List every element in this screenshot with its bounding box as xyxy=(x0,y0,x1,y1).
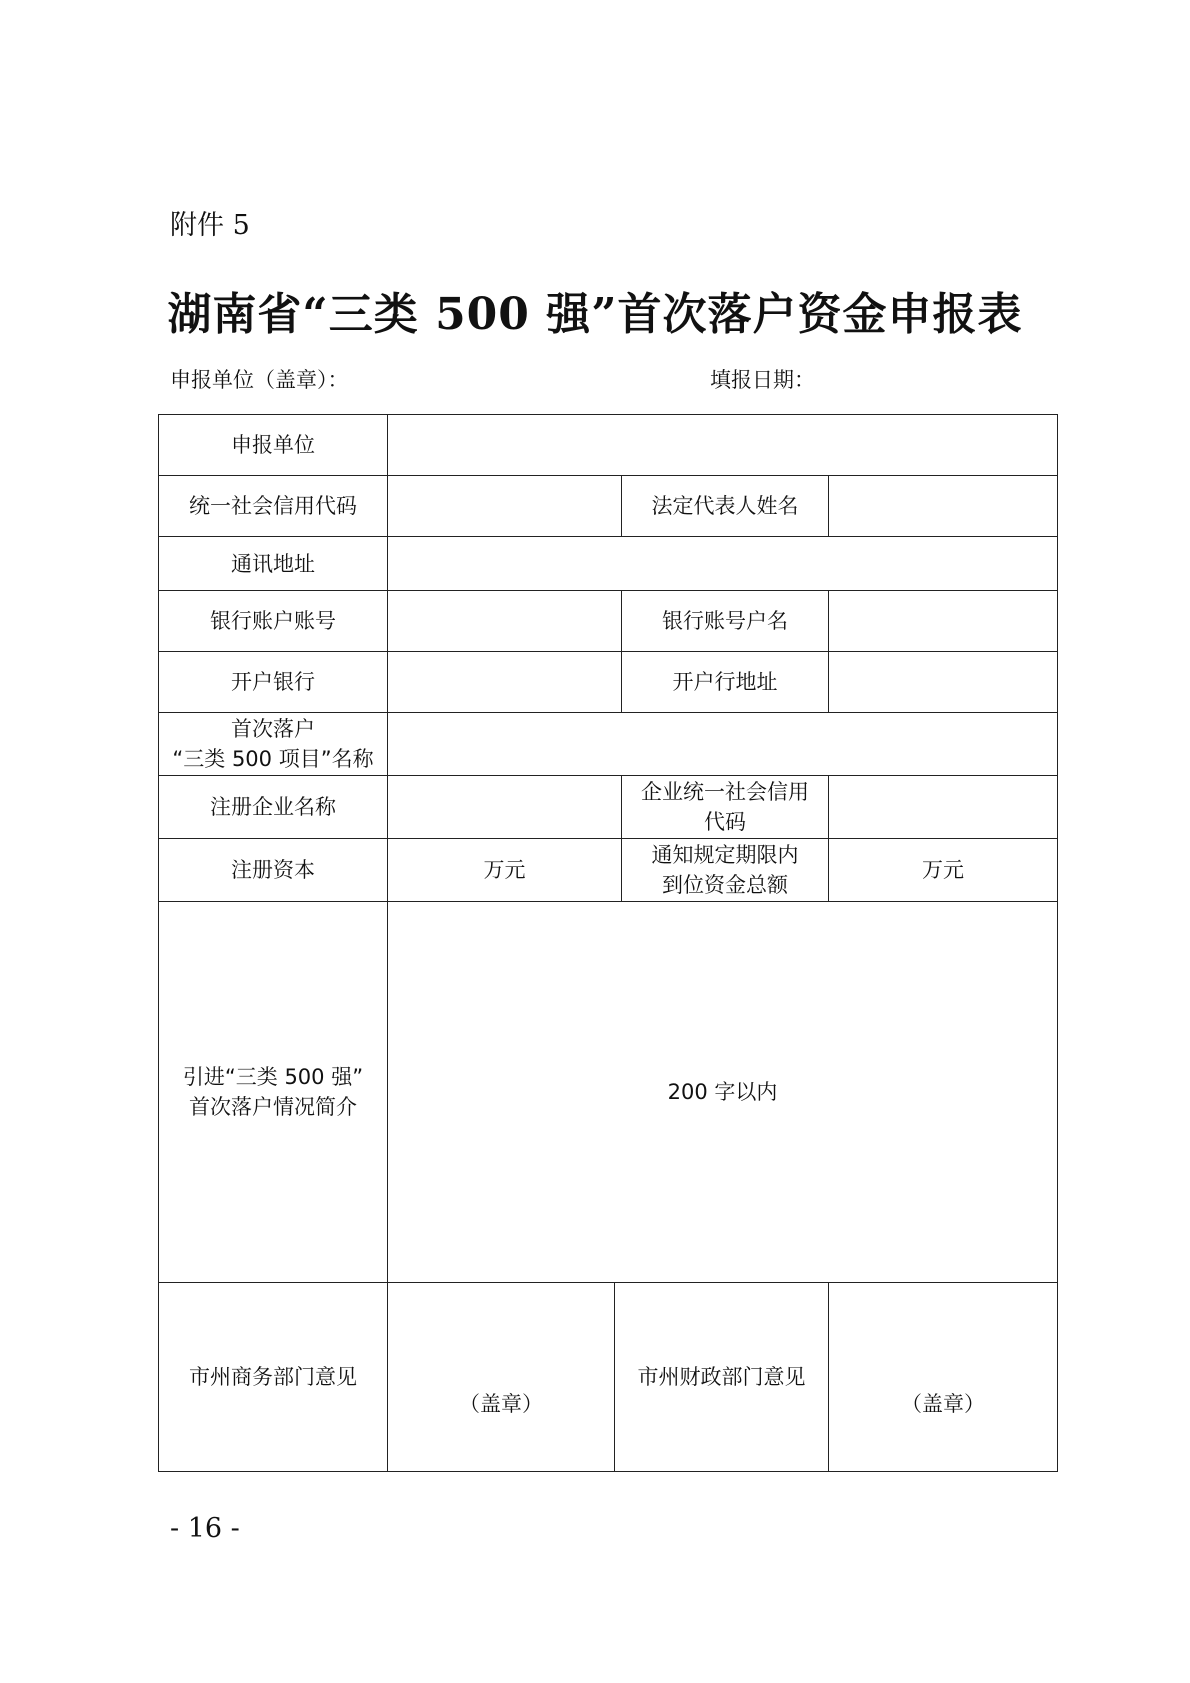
application-form-table xyxy=(158,414,1058,1472)
registered-capital-field[interactable] xyxy=(388,839,622,902)
address-label: 通讯地址 xyxy=(159,537,388,591)
funds-total-field[interactable] xyxy=(829,839,1058,902)
company-credit-code-label-line1: 企业统一社会信用 xyxy=(641,780,809,804)
introduction-label xyxy=(159,902,388,1283)
funds-total-label-line2: 到位资金总额 xyxy=(662,873,788,897)
row-credit-code xyxy=(159,476,1058,537)
project-name-label xyxy=(159,713,388,776)
finance-opinion-label: 市州财政部门意见 xyxy=(615,1283,829,1472)
row-registered-capital xyxy=(159,839,1058,902)
introduction-label-line2: 首次落户情况简介 xyxy=(189,1095,357,1119)
registered-capital-unit: 万元 xyxy=(483,858,526,882)
commerce-opinion-label: 市州商务部门意见 xyxy=(159,1283,388,1472)
row-registered-company xyxy=(159,776,1058,839)
bank-account-no-label: 银行账户账号 xyxy=(159,591,388,652)
commerce-stamp-label: （盖章） xyxy=(459,1392,543,1416)
credit-code-field[interactable] xyxy=(388,476,622,537)
applicant-unit-cell-label: 申报单位 xyxy=(159,415,388,476)
legal-rep-label: 法定代表人姓名 xyxy=(622,476,829,537)
bank-address-label: 开户行地址 xyxy=(622,652,829,713)
row-bank-account xyxy=(159,591,1058,652)
applicant-unit-field[interactable] xyxy=(388,415,1058,476)
bank-address-field[interactable] xyxy=(829,652,1058,713)
funds-total-label-line1: 通知规定期限内 xyxy=(651,843,799,867)
registered-company-label: 注册企业名称 xyxy=(159,776,388,839)
registered-capital-label: 注册资本 xyxy=(159,839,388,902)
bank-account-name-field[interactable] xyxy=(829,591,1058,652)
introduction-label-line1: 引进“三类 500 强” xyxy=(182,1065,364,1089)
company-credit-code-label-line2: 代码 xyxy=(704,810,746,834)
finance-stamp-label: （盖章） xyxy=(901,1392,985,1416)
introduction-field[interactable] xyxy=(388,902,1058,1283)
project-name-field[interactable] xyxy=(388,713,1058,776)
funds-total-label xyxy=(622,839,829,902)
company-credit-code-label xyxy=(622,776,829,839)
row-opening-bank xyxy=(159,652,1058,713)
attachment-label: 附件 5 xyxy=(170,210,250,241)
registered-company-field[interactable] xyxy=(388,776,622,839)
funds-total-unit: 万元 xyxy=(922,858,964,882)
commerce-opinion-field[interactable] xyxy=(388,1283,615,1472)
row-applicant-unit xyxy=(159,415,1058,476)
fill-date-label: 填报日期： xyxy=(710,368,815,392)
project-name-label-line2: “三类 500 项目”名称 xyxy=(172,747,374,771)
row-project-name xyxy=(159,713,1058,776)
credit-code-label: 统一社会信用代码 xyxy=(159,476,388,537)
introduction-limit-hint: 200 字以内 xyxy=(667,1080,778,1104)
bank-account-name-label: 银行账号户名 xyxy=(622,591,829,652)
document-title: 湖南省“三类 500 强”首次落户资金申报表 xyxy=(167,289,1023,340)
bank-account-no-field[interactable] xyxy=(388,591,622,652)
project-name-label-line1: 首次落户 xyxy=(231,717,315,741)
row-address xyxy=(159,537,1058,591)
page-number: - 16 - xyxy=(170,1513,240,1544)
company-credit-code-field[interactable] xyxy=(829,776,1058,839)
row-opinions xyxy=(159,1283,1058,1472)
row-introduction xyxy=(159,902,1058,1283)
opening-bank-field[interactable] xyxy=(388,652,622,713)
legal-rep-field[interactable] xyxy=(829,476,1058,537)
address-field[interactable] xyxy=(388,537,1058,591)
applicant-unit-label: 申报单位（盖章）： xyxy=(170,368,349,392)
opening-bank-label: 开户银行 xyxy=(159,652,388,713)
finance-opinion-field[interactable] xyxy=(829,1283,1058,1472)
